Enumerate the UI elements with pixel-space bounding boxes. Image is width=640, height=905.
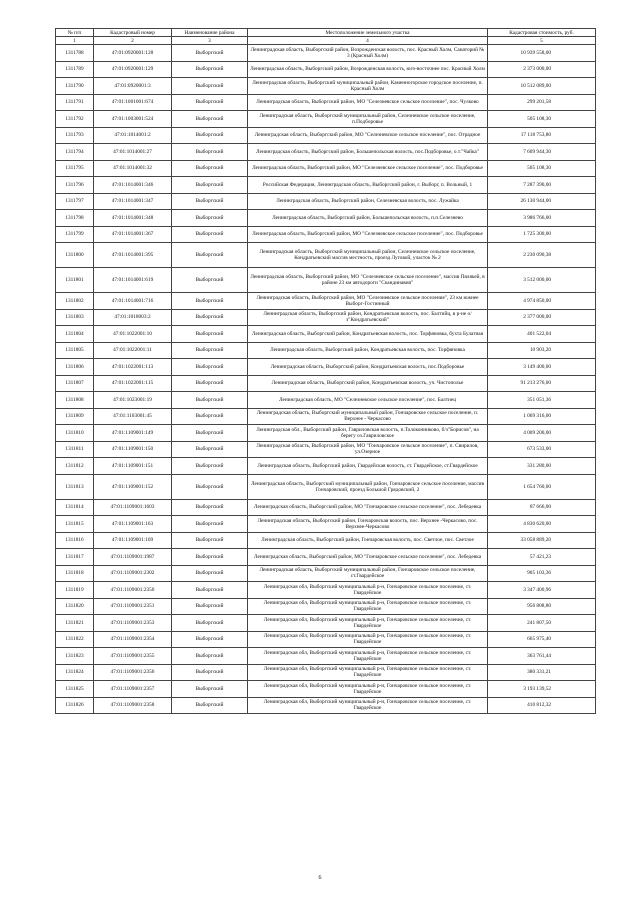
row-district: Выборгский [172, 441, 248, 458]
row-index: 1311821 [56, 615, 94, 632]
row-cadastral-value: 2 230 090,38 [488, 243, 596, 268]
row-cadastral-value: 241 807,50 [488, 615, 596, 632]
row-index: 1311818 [56, 565, 94, 582]
row-cadastral-number: 47:01:1022001:10 [94, 326, 172, 343]
row-cadastral-number: 47:01:1022001:11 [94, 342, 172, 359]
row-cadastral-value: 87 666,00 [488, 499, 596, 516]
header-cadastral-number: Кадастровый номер [94, 29, 172, 37]
table-row [56, 309, 596, 326]
table-row [56, 664, 596, 681]
row-cadastral-number: 47:01:1109001:2355 [94, 648, 172, 665]
row-cadastral-value: 2 377 000,00 [488, 309, 596, 326]
row-cadastral-number: 47:01:1109001:2350 [94, 582, 172, 599]
row-cadastral-value: 410 812,32 [488, 697, 596, 714]
document-page [55, 28, 595, 714]
row-index: 1311815 [56, 516, 94, 533]
row-index: 1311791 [56, 94, 94, 111]
row-cadastral-number: 47:01:1103001:45 [94, 408, 172, 425]
row-location: Ленинградская обл, Выборгский муниципальный р-н, Гончаровское сельское поселение, ст. Гвардейское [248, 598, 488, 615]
row-cadastral-value: 10 512 089,00 [488, 78, 596, 95]
row-district: Выборгский [172, 61, 248, 78]
row-cadastral-value: 3 347 400,96 [488, 582, 596, 599]
table-row [56, 61, 596, 78]
row-cadastral-number: 47:01:1001001:674 [94, 94, 172, 111]
row-cadastral-number: 47:01:1014001:395 [94, 243, 172, 268]
row-index: 1311799 [56, 226, 94, 243]
row-location: Ленинградская область, Выборгский район, Гвардейская волость, ст. Гвардейское, ст.Гвардейское [248, 458, 488, 475]
table-row [56, 425, 596, 442]
row-cadastral-value: 7 287 390,00 [488, 177, 596, 194]
table-row [56, 681, 596, 698]
table-row [56, 549, 596, 566]
row-location: Ленинградская область, Выборгский район, МО "Гончаровское сельское поселение", п. Свирилов, ул.Озерное [248, 441, 488, 458]
row-cadastral-value: 3 149 400,00 [488, 359, 596, 376]
row-index: 1311797 [56, 193, 94, 210]
row-cadastral-value: 351 051,36 [488, 392, 596, 409]
table-row [56, 441, 596, 458]
table-row [56, 615, 596, 632]
table-row [56, 111, 596, 128]
table-row [56, 293, 596, 310]
row-district: Выборгский [172, 631, 248, 648]
row-district: Выборгский [172, 648, 248, 665]
row-cadastral-number: 47:01:1109001:169 [94, 532, 172, 549]
row-district: Выборгский [172, 392, 248, 409]
row-district: Выборгский [172, 697, 248, 714]
table-row [56, 210, 596, 227]
row-index: 1311810 [56, 425, 94, 442]
row-district: Выборгский [172, 565, 248, 582]
page-number: 6 [318, 875, 322, 881]
row-cadastral-value: 401 522,04 [488, 326, 596, 343]
row-location: Ленинградская обл, Выборгский муниципальный р-н, Гончаровское сельское поселение, ст. Гвардейское [248, 681, 488, 698]
row-cadastral-value: 665 975,40 [488, 631, 596, 648]
row-district: Выборгский [172, 144, 248, 161]
row-district: Выборгский [172, 615, 248, 632]
row-cadastral-number: 47:01:1109001:2357 [94, 681, 172, 698]
row-location: Ленинградская обл, Выборгский муниципальный р-н, Гончаровское сельское поселение, ст. Гвардейское [248, 582, 488, 599]
row-district: Выборгский [172, 226, 248, 243]
row-index: 1311814 [56, 499, 94, 516]
row-index: 1311807 [56, 375, 94, 392]
row-district: Выборгский [172, 177, 248, 194]
row-cadastral-value: 299 201,58 [488, 94, 596, 111]
row-location: Ленинградская обл, Выборгский муниципальный р-н, Гончаровское сельское поселение, ст. Гвардейское [248, 664, 488, 681]
row-district: Выборгский [172, 326, 248, 343]
table-body [56, 45, 596, 714]
col-number-3: 3 [172, 37, 248, 45]
table-row [56, 243, 596, 268]
col-number-1: 1 [56, 37, 94, 45]
row-district: Выборгский [172, 193, 248, 210]
row-district: Выборгский [172, 309, 248, 326]
row-district: Выборгский [172, 549, 248, 566]
row-cadastral-number: 47:01:1022001:115 [94, 375, 172, 392]
row-district: Выборгский [172, 516, 248, 533]
row-location: Ленинградская область, Выборгский район, МО "Селезневское сельское поселение", пос. Чулково [248, 94, 488, 111]
row-index: 1311795 [56, 160, 94, 177]
row-cadastral-value: 1 654 760,00 [488, 474, 596, 499]
header-cadastral-value: Кадастровая стоимость, руб. [488, 29, 596, 37]
row-cadastral-value: 380 331,21 [488, 664, 596, 681]
table-row [56, 94, 596, 111]
row-cadastral-value: 26 130 944,00 [488, 193, 596, 210]
row-index: 1311800 [56, 243, 94, 268]
row-cadastral-value: 1 069 316,00 [488, 408, 596, 425]
row-cadastral-value: 505 108,30 [488, 160, 596, 177]
row-cadastral-number: 47:01:1109001:2358 [94, 697, 172, 714]
table-row [56, 458, 596, 475]
row-cadastral-value: 905 103,36 [488, 565, 596, 582]
row-location: Ленинградская область, Выборгский район, Кондратьевская волость, пос. Балтийц, в р-не о/з"Кондратьевский" [248, 309, 488, 326]
row-cadastral-value: 1 725 300,00 [488, 226, 596, 243]
row-index: 1311825 [56, 681, 94, 698]
col-number-5: 5 [488, 37, 596, 45]
table-header-row [56, 29, 596, 37]
row-location: Ленинградская область, Выборгский район, МО "Селезневское сельское поселение", пос. Отрадное [248, 127, 488, 144]
row-cadastral-number: 47:01:1014001:2 [94, 127, 172, 144]
table-row [56, 342, 596, 359]
row-index: 1311788 [56, 45, 94, 62]
row-cadastral-number: 47:01:1109001:1603 [94, 499, 172, 516]
row-cadastral-value: 4 974 850,00 [488, 293, 596, 310]
row-cadastral-number: 47:01:1109001:2354 [94, 631, 172, 648]
table-row [56, 375, 596, 392]
row-cadastral-number: 47:01:1018003:2 [94, 309, 172, 326]
row-index: 1311823 [56, 648, 94, 665]
row-location: Ленинградская обл, Выборгский муниципальный р-н, Гончаровское сельское поселение, ст. Гвардейское [248, 615, 488, 632]
row-index: 1311789 [56, 61, 94, 78]
row-location: Ленинградская область, Выборгский муниципальный район, Селезневское сельское поселение, Кондратьевский массив местность, проезд Луговой, участок № 2 [248, 243, 488, 268]
row-index: 1311822 [56, 631, 94, 648]
row-cadastral-number: 47:01:1023001:19 [94, 392, 172, 409]
header-location: Местоположение земельного участка [248, 29, 488, 37]
row-cadastral-number: 47:01:1109001:152 [94, 474, 172, 499]
row-district: Выборгский [172, 127, 248, 144]
row-cadastral-value: 673 533,00 [488, 441, 596, 458]
row-cadastral-number: 47:01:1003001:524 [94, 111, 172, 128]
row-location: Ленинградская обл., Выборгский район, Гавриловская волость, п.Толоконниково, б/з"Борисов", на берегу оз.Гавриловское [248, 425, 488, 442]
row-cadastral-number: 47:01:0920001:128 [94, 45, 172, 62]
row-location: Ленинградская область, Выборгский район, Кондратьевская волость, пос. Торфяновка, бухта Булатная [248, 326, 488, 343]
row-location: Ленинградская область, Выборгский муниципальный район, Селезневское сельское поселение, п.Подборовье [248, 111, 488, 128]
row-location: Ленинградская область, Выборгский район, МО "Гончаровское сельское поселение", пос. Лебедевка [248, 499, 488, 516]
row-district: Выборгский [172, 243, 248, 268]
row-cadastral-value: 4 009 200,00 [488, 425, 596, 442]
row-index: 1311820 [56, 598, 94, 615]
header-district: Наименование района [172, 29, 248, 37]
row-district: Выборгский [172, 474, 248, 499]
row-district: Выборгский [172, 94, 248, 111]
row-cadastral-number: 47:01:1014001:348 [94, 210, 172, 227]
row-cadastral-number: 47:01:1014001:32 [94, 160, 172, 177]
table-row [56, 474, 596, 499]
table-row [56, 598, 596, 615]
row-location: Ленинградская обл, Выборгский муниципальный р-н, Гончаровское сельское поселение, ст. Гвардейское [248, 697, 488, 714]
row-cadastral-value: 10 903,20 [488, 342, 596, 359]
row-location: Ленинградская область, Выборгский муниципальный район, Каменногорское городское поселение, п. Красный Холм [248, 78, 488, 95]
row-cadastral-number: 47:01:1109001:1987 [94, 549, 172, 566]
row-district: Выборгский [172, 359, 248, 376]
table-row [56, 565, 596, 582]
header-index: № п/п [56, 29, 94, 37]
row-cadastral-number: 47:01:1109001:149 [94, 425, 172, 442]
row-cadastral-number: 47:01:1109001:2353 [94, 615, 172, 632]
table-row [56, 144, 596, 161]
row-cadastral-value: 505 108,30 [488, 111, 596, 128]
row-cadastral-value: 57 421,23 [488, 549, 596, 566]
row-location: Ленинградская область, МО "Селезневское сельское поселение", пос. Балтиец [248, 392, 488, 409]
row-cadastral-value: 3 193 139,52 [488, 681, 596, 698]
row-cadastral-number: 47:01:0920001:129 [94, 61, 172, 78]
table-row [56, 582, 596, 599]
row-location: Ленинградская область, Выборгский район, Возрожденская волость, юго-восточнее пос. Красный Холм [248, 61, 488, 78]
row-index: 1311804 [56, 326, 94, 343]
row-location: Ленинградская область, Выборгский район, Возрожденская волость, пос. Красный Холм, Санаторий № 3 (Красный Холм) [248, 45, 488, 62]
row-district: Выборгский [172, 499, 248, 516]
col-number-4: 4 [248, 37, 488, 45]
row-location: Российская Федерация, Ленинградская область, Выборгский район, г. Выборг, п. Вольный, 1 [248, 177, 488, 194]
row-index: 1311803 [56, 309, 94, 326]
table-row [56, 160, 596, 177]
row-location: Ленинградская область, Выборгский район, Кондратьевская волость, пос. Торфяновка [248, 342, 488, 359]
row-district: Выборгский [172, 664, 248, 681]
row-cadastral-value: 3 986 766,00 [488, 210, 596, 227]
row-location: Ленинградская область, Выборгский район, Селезневская волость, пос. Лужайка [248, 193, 488, 210]
row-index: 1311793 [56, 127, 94, 144]
row-cadastral-number: 47:01:1022001:113 [94, 359, 172, 376]
row-district: Выборгский [172, 342, 248, 359]
row-cadastral-number: 47:01:1109001:150 [94, 441, 172, 458]
table-row [56, 177, 596, 194]
row-district: Выборгский [172, 425, 248, 442]
row-cadastral-number: 47:01:1014001:347 [94, 193, 172, 210]
row-cadastral-number: 47:01:1014001:346 [94, 177, 172, 194]
row-district: Выборгский [172, 681, 248, 698]
table-row [56, 226, 596, 243]
row-cadastral-number: 47:01:1014001:27 [94, 144, 172, 161]
row-cadastral-number: 47:01:1109001:151 [94, 458, 172, 475]
row-index: 1311826 [56, 697, 94, 714]
row-cadastral-number: 47:01:0920001:3 [94, 78, 172, 95]
row-location: Ленинградская область, Выборгский муниципальный район, Гончаровское сельское поселение, массив Гончаровский, проезд Большой Грядовский, 2 [248, 474, 488, 499]
row-index: 1311794 [56, 144, 94, 161]
row-district: Выборгский [172, 598, 248, 615]
table-row [56, 697, 596, 714]
row-index: 1311817 [56, 549, 94, 566]
table-row [56, 78, 596, 95]
table-row [56, 631, 596, 648]
table-row [56, 499, 596, 516]
row-district: Выборгский [172, 210, 248, 227]
row-cadastral-value: 10 939 558,00 [488, 45, 596, 62]
table-row [56, 532, 596, 549]
row-district: Выборгский [172, 458, 248, 475]
row-cadastral-value: 2 373 000,00 [488, 61, 596, 78]
row-cadastral-value: 4 830 620,00 [488, 516, 596, 533]
row-cadastral-number: 47:01:1109001:2356 [94, 664, 172, 681]
row-index: 1311816 [56, 532, 94, 549]
row-index: 1311805 [56, 342, 94, 359]
row-index: 1311798 [56, 210, 94, 227]
row-location: Ленинградская область, Выборгский район, МО "Гончаровское сельское поселение", пос. Лебедевка [248, 549, 488, 566]
row-cadastral-value: 331 280,00 [488, 458, 596, 475]
row-location: Ленинградская область, Выборгский район, Большепольская волость, пос.Подборовье, о.т."Чайка" [248, 144, 488, 161]
col-number-2: 2 [94, 37, 172, 45]
row-index: 1311824 [56, 664, 94, 681]
row-cadastral-number: 47:01:1014001:619 [94, 268, 172, 293]
row-location: Ленинградская область, Выборгский район, МО "Селезневское сельское поселение", массив Пялякей, в районе 23 км автодороги "Скандинавия" [248, 268, 488, 293]
table-row [56, 127, 596, 144]
cadastral-value-table [55, 28, 596, 714]
row-cadastral-number: 47:01:1109001:163 [94, 516, 172, 533]
row-index: 1311809 [56, 408, 94, 425]
row-location: Ленинградская область, Выборгский район, Гончаровская волость, пос. Верхнее -Черкасово, пос. Верхнее-Черкасово [248, 516, 488, 533]
row-index: 1311808 [56, 392, 94, 409]
row-district: Выборгский [172, 582, 248, 599]
row-index: 1311819 [56, 582, 94, 599]
row-cadastral-value: 363 761,44 [488, 648, 596, 665]
row-index: 1311806 [56, 359, 94, 376]
row-index: 1311802 [56, 293, 94, 310]
row-district: Выборгский [172, 375, 248, 392]
row-location: Ленинградская область, Выборгский район, Кондратьевская волость, уч. Чистополье [248, 375, 488, 392]
row-index: 1311812 [56, 458, 94, 475]
row-index: 1311801 [56, 268, 94, 293]
row-index: 1311790 [56, 78, 94, 95]
row-index: 1311811 [56, 441, 94, 458]
row-district: Выборгский [172, 78, 248, 95]
table-row [56, 359, 596, 376]
table-row [56, 648, 596, 665]
row-cadastral-value: 3 512 000,00 [488, 268, 596, 293]
row-district: Выборгский [172, 293, 248, 310]
row-cadastral-value: 91 213 276,00 [488, 375, 596, 392]
row-cadastral-number: 47:01:1109001:2302 [94, 565, 172, 582]
row-index: 1311792 [56, 111, 94, 128]
table-row [56, 45, 596, 62]
row-cadastral-number: 47:01:1109001:2351 [94, 598, 172, 615]
row-district: Выборгский [172, 408, 248, 425]
row-district: Выборгский [172, 532, 248, 549]
row-location: Ленинградская обл, Выборгский муниципальный р-н, Гончаровское сельское поселение, ст. Гвардейское [248, 648, 488, 665]
row-cadastral-value: 33 058 889,20 [488, 532, 596, 549]
row-cadastral-value: 956 808,80 [488, 598, 596, 615]
row-location: Ленинградская область, Выборгский район, МО "Селезневское сельское поселение", 23 км южнее Выборг-Гостинный [248, 293, 488, 310]
table-row [56, 268, 596, 293]
row-district: Выборгский [172, 111, 248, 128]
column-number-row [56, 37, 596, 45]
row-cadastral-value: 17 118 753,80 [488, 127, 596, 144]
row-district: Выборгский [172, 45, 248, 62]
table-row [56, 326, 596, 343]
row-location: Ленинградская обл, Выборгский муниципальный р-н, Гончаровское сельское поселение, ст. Гвардейское [248, 631, 488, 648]
row-district: Выборгский [172, 268, 248, 293]
row-location: Ленинградская область, Выборгский район, Большепольская волость, п.п.Селезнево [248, 210, 488, 227]
table-row [56, 516, 596, 533]
row-index: 1311813 [56, 474, 94, 499]
row-cadastral-number: 47:01:1014001:367 [94, 226, 172, 243]
row-cadastral-value: 7 609 944,30 [488, 144, 596, 161]
row-location: Ленинградская область, Выборгский муниципальный район, Гончаровское сельское поселение, п. Верхнее - Черкасово [248, 408, 488, 425]
row-district: Выборгский [172, 160, 248, 177]
row-location: Ленинградская область, Выборгский район, Кондратьевская волость, пос.Подборовье [248, 359, 488, 376]
row-index: 1311796 [56, 177, 94, 194]
row-cadastral-number: 47:01:1014001:716 [94, 293, 172, 310]
row-location: Ленинградская область, Выборгский район, МО "Селезневское сельское поселение", пос. Подборовье [248, 160, 488, 177]
row-location: Ленинградская область, Выборгский район, МО "Селезневское сельское поселение", пос. Подборовье [248, 226, 488, 243]
row-location: Ленинградская область, Выборгский район, Гончаровская волость, пос. Светлое, пос. Светлое [248, 532, 488, 549]
table-row [56, 392, 596, 409]
row-location: Ленинградская область, Выборгский муниципальный район, Гончаровское сельское поселение, ст.Гвардейское [248, 565, 488, 582]
table-row [56, 408, 596, 425]
table-row [56, 193, 596, 210]
